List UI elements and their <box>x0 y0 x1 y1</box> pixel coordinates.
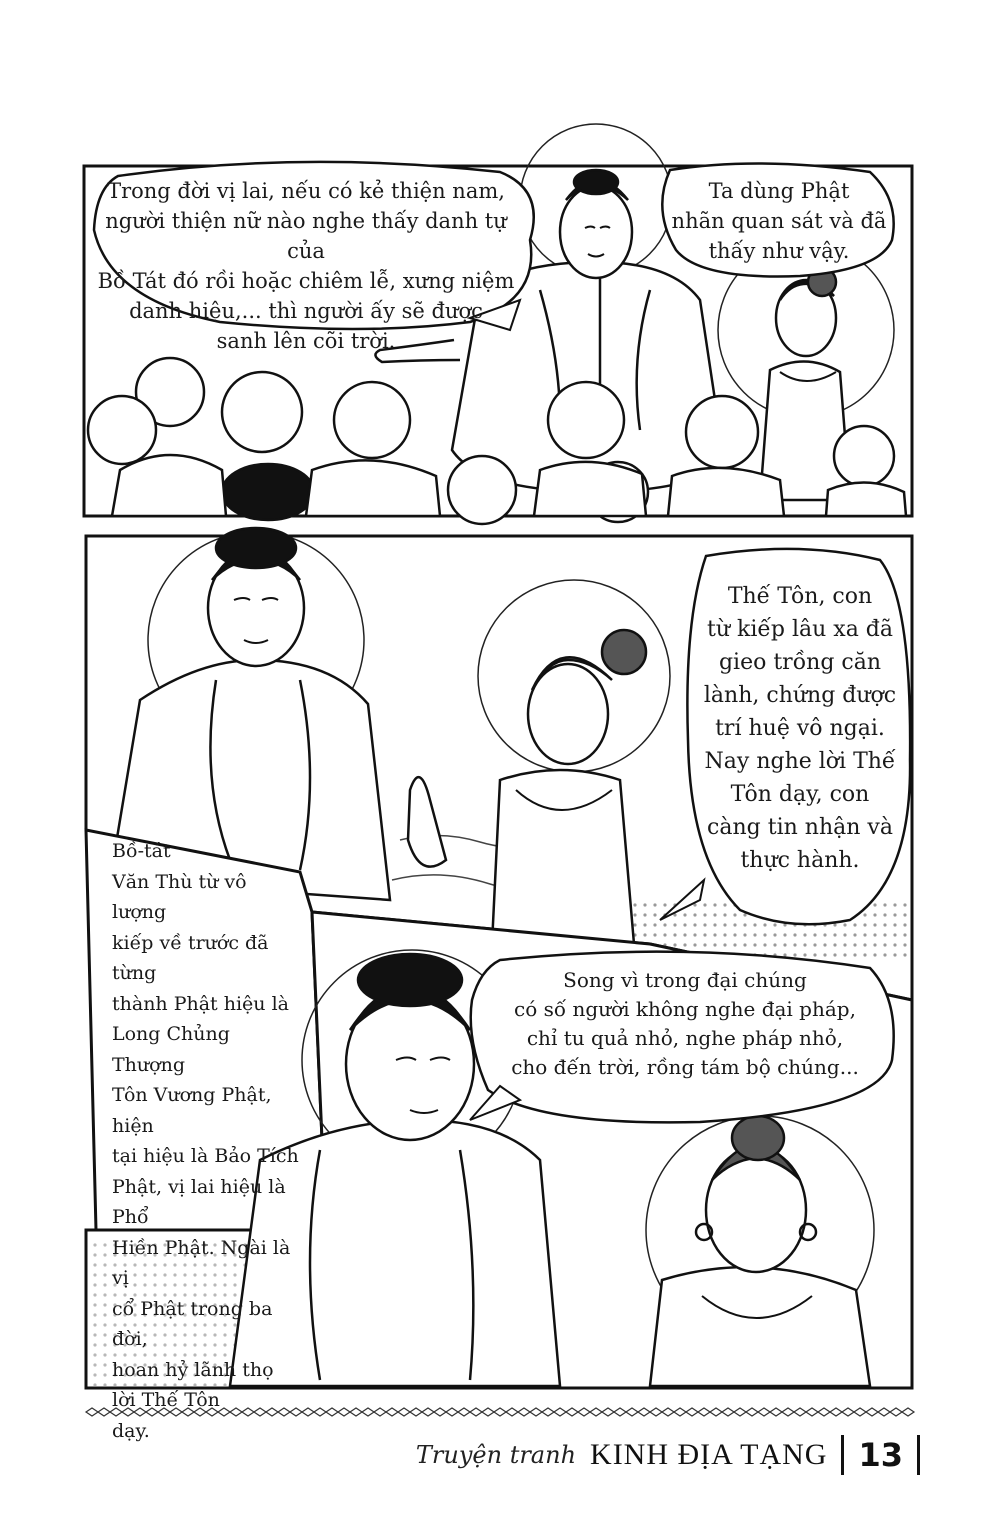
text-line: càng tin nhận và <box>707 815 893 840</box>
ornament-link <box>410 1408 422 1416</box>
text-line: gieo trồng căn <box>718 650 882 675</box>
ornament-link <box>86 1408 98 1416</box>
text-line: nhãn quan sát và đã <box>671 209 887 233</box>
text-line: có số người không nghe đại pháp, <box>514 997 856 1021</box>
caption-text <box>112 836 302 1446</box>
speech-text-bodhisattva <box>690 580 910 877</box>
page-footer <box>360 1430 920 1480</box>
ornament-link <box>338 1408 350 1416</box>
ornament-link <box>866 1408 878 1416</box>
ornament-link <box>854 1408 866 1416</box>
text-line: Văn Thù từ vô lượng <box>112 870 247 923</box>
text-line: Nay nghe lời Thế <box>704 749 896 774</box>
ornament-link <box>446 1408 458 1416</box>
speech-text-buddha-3 <box>476 966 894 1082</box>
ornament-link <box>470 1408 482 1416</box>
ornament-link <box>782 1408 794 1416</box>
text-line: Trong đời vị lai, nếu có kẻ thiện nam, <box>107 179 505 203</box>
speech-text-buddha <box>84 176 528 356</box>
page-number: 13 <box>858 1436 903 1474</box>
ornament-link <box>314 1408 326 1416</box>
text-line: thành Phật hiệu là <box>112 992 289 1015</box>
ornament-link <box>806 1408 818 1416</box>
ornament-link <box>494 1408 506 1416</box>
ornament-link <box>902 1408 914 1416</box>
ornament-link <box>326 1408 338 1416</box>
ornament-link <box>554 1408 566 1416</box>
text-line: danh hiệu,... thì người ấy sẽ được <box>129 299 483 323</box>
text-line: Tôn dạy, con <box>730 782 870 807</box>
ornament-link <box>878 1408 890 1416</box>
text-line: kiếp về trước đã từng <box>112 931 269 984</box>
ornament-link <box>398 1408 410 1416</box>
text-line: lời Thế Tôn <box>112 1389 220 1411</box>
text-line: lành, chứng được <box>703 683 897 708</box>
ornament-link <box>566 1408 578 1416</box>
ornament-link <box>662 1408 674 1416</box>
ornament-link <box>686 1408 698 1416</box>
ornament-link <box>302 1408 314 1416</box>
text-line: chỉ tu quả nhỏ, nghe pháp nhỏ, <box>526 1026 844 1050</box>
ornament-link <box>674 1408 686 1416</box>
ornament-link <box>758 1408 770 1416</box>
ornament-link <box>482 1408 494 1416</box>
ornament-link <box>830 1408 842 1416</box>
ornament-link <box>98 1408 110 1416</box>
text-line: tại hiệu là Bảo Tích <box>112 1145 299 1167</box>
ornament-link <box>422 1408 434 1416</box>
ornament-link <box>590 1408 602 1416</box>
ornament-link <box>746 1408 758 1416</box>
text-line: dạy. <box>112 1419 150 1442</box>
ornament-link <box>638 1408 650 1416</box>
series-title: Truyện tranh <box>415 1441 577 1469</box>
ornament-link <box>578 1408 590 1416</box>
ornament-link <box>434 1408 446 1416</box>
ornament-link <box>506 1408 518 1416</box>
text-line: Song vì trong đại chúng <box>563 968 807 992</box>
ornament-link <box>818 1408 830 1416</box>
text-line: cho đến trời, rồng tám bộ chúng... <box>511 1055 859 1079</box>
ornament-link <box>530 1408 542 1416</box>
text-line: Ta dùng Phật <box>708 179 850 203</box>
ornament-link <box>518 1408 530 1416</box>
footer-separator <box>917 1435 920 1475</box>
ornament-link <box>626 1408 638 1416</box>
ornament-link <box>842 1408 854 1416</box>
ornament-link <box>614 1408 626 1416</box>
ornament-link <box>710 1408 722 1416</box>
text-line: Tôn Vương Phật, hiện <box>112 1084 272 1137</box>
text-line: Phật, vị lai hiệu là Phổ <box>112 1175 286 1228</box>
text-line: Bồ Tát đó rồi hoặc chiêm lễ, xưng niệm <box>97 269 515 293</box>
text-line: Long Chủng Thượng <box>112 1023 230 1076</box>
ornament-link <box>374 1408 386 1416</box>
ornament-link <box>350 1408 362 1416</box>
text-line: cổ Phật trong ba đời, <box>112 1297 273 1350</box>
ornament-link <box>386 1408 398 1416</box>
ornament-link <box>890 1408 902 1416</box>
text-line: sanh lên cõi trời. <box>216 329 396 353</box>
ornament-link <box>770 1408 782 1416</box>
book-title: KINH ĐỊA TẠNG <box>590 1438 828 1471</box>
ornament-link <box>602 1408 614 1416</box>
ornament-link <box>458 1408 470 1416</box>
ornament-link <box>362 1408 374 1416</box>
ornament-link <box>722 1408 734 1416</box>
text-line: hoan hỷ lãnh thọ <box>112 1358 274 1381</box>
ornament-link <box>650 1408 662 1416</box>
ornament-link <box>698 1408 710 1416</box>
text-line: thấy như vậy. <box>708 239 850 263</box>
footer-separator <box>841 1435 844 1475</box>
speech-text-buddha-2 <box>664 176 894 266</box>
ornament-link <box>794 1408 806 1416</box>
text-line: người thiện nữ nào nghe thấy danh tự của <box>105 209 507 263</box>
text-line: Thế Tôn, con <box>727 584 873 609</box>
text-line: Hiền Phật. Ngài là vị <box>112 1236 291 1289</box>
ornament-link <box>542 1408 554 1416</box>
text-line: Bồ-tát <box>112 840 171 862</box>
text-line: từ kiếp lâu xa đã <box>706 617 893 642</box>
text-line: trí huệ vô ngại. <box>715 716 885 741</box>
text-line: thực hành. <box>740 848 860 873</box>
ornament-link <box>734 1408 746 1416</box>
